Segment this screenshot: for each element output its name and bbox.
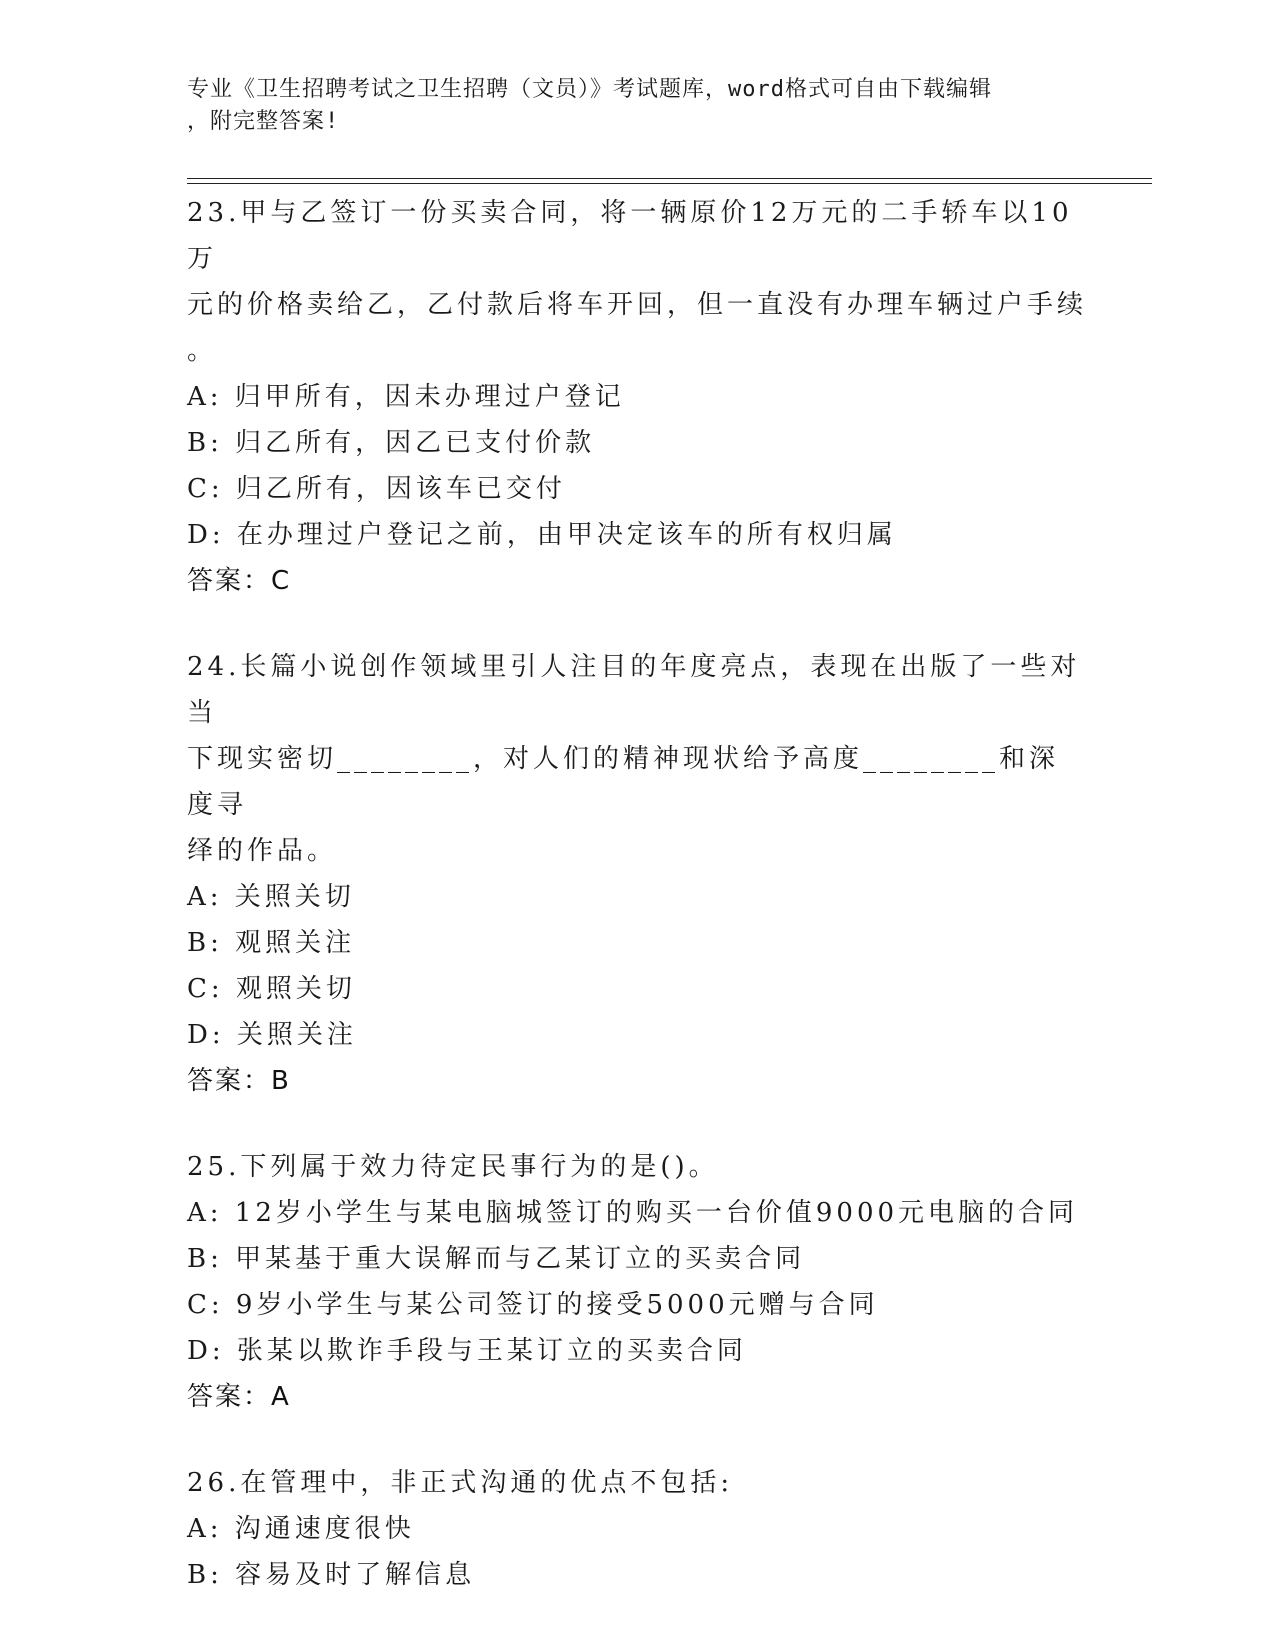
question-stem-line: 下现实密切________，对人们的精神现状给予高度________和深度寻 xyxy=(187,744,1060,820)
answer-line: 答案：B xyxy=(187,1066,291,1096)
question-23 xyxy=(187,190,1087,604)
option-b: B: 容易及时了解信息 xyxy=(187,1560,476,1590)
option-b: B: 观照关注 xyxy=(187,928,356,958)
option-d: D: 张某以欺诈手段与王某订立的买卖合同 xyxy=(187,1336,747,1366)
header-divider xyxy=(187,178,1152,184)
question-24 xyxy=(187,644,1087,1104)
question-stem-line: 23.甲与乙签订一份买卖合同，将一辆原价12万元的二手轿车以10万 xyxy=(187,198,1073,274)
option-a: A: 归甲所有，因未办理过户登记 xyxy=(187,382,625,412)
answer-line: 答案：C xyxy=(187,566,292,596)
question-stem-line: 元的价格卖给乙，乙付款后将车开回，但一直没有办理车辆过户手续 xyxy=(187,290,1088,320)
option-c: C: 9岁小学生与某公司签订的接受5000元赠与合同 xyxy=(187,1290,879,1320)
header-line-2: ，附完整答案! xyxy=(187,109,340,134)
question-stem-line: 绎的作品。 xyxy=(187,836,338,866)
option-b: B: 归乙所有，因乙已支付价款 xyxy=(187,428,596,458)
question-26 xyxy=(187,1460,1087,1598)
question-list xyxy=(187,190,1087,1638)
option-c: C: 观照关切 xyxy=(187,974,356,1004)
option-c: C: 归乙所有，因该车已交付 xyxy=(187,474,566,504)
question-25 xyxy=(187,1144,1087,1420)
document-header xyxy=(187,74,1067,138)
option-a: A: 关照关切 xyxy=(187,882,355,912)
answer-line: 答案：A xyxy=(187,1382,291,1412)
question-stem-line: 24.长篇小说创作领域里引人注目的年度亮点，表现在出版了一些对当 xyxy=(187,652,1081,728)
header-line-1: 专业《卫生招聘考试之卫生招聘（文员）》考试题库，word格式可自由下载编辑 xyxy=(187,77,992,102)
option-b: B: 甲某基于重大误解而与乙某订立的买卖合同 xyxy=(187,1244,806,1274)
question-stem-line: 。 xyxy=(187,336,218,366)
option-d: D: 关照关注 xyxy=(187,1020,357,1050)
option-a: A: 12岁小学生与某电脑城签订的购买一台价值9000元电脑的合同 xyxy=(187,1198,1079,1228)
option-a: A: 沟通速度很快 xyxy=(187,1514,415,1544)
question-stem-line: 26.在管理中，非正式沟通的优点不包括: xyxy=(187,1468,734,1498)
question-stem-line: 25.下列属于效力待定民事行为的是()。 xyxy=(187,1152,719,1182)
option-d: D: 在办理过户登记之前，由甲决定该车的所有权归属 xyxy=(187,520,897,550)
